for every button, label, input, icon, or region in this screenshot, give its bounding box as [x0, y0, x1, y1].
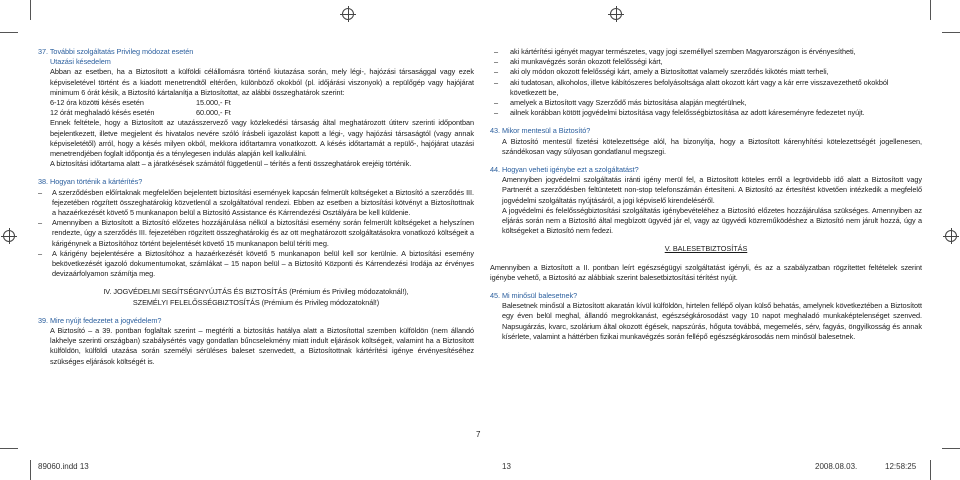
chapter-v-title: V. BALESETBIZTOSÍTÁS — [664, 244, 748, 254]
section-37-title: 37. További szolgáltatás Privileg módozat esetén — [38, 47, 194, 56]
crop-mark — [942, 448, 960, 449]
delay-value: 60.000,- Ft — [196, 108, 231, 118]
page-number: 7 — [476, 430, 481, 439]
section-37-subtitle: Utazási késedelem — [50, 57, 111, 67]
list-item: – A szerződésben előírtaknak megfelelően bejelentett biztosítási események kapcsán felmerült költségeket a Biztosító a szerződés III. fejezetében rögzített összeghatárokig közvetlenül a szolgáltatóval rendezi. Ebben az esetben a biztosítási kötvényt a Biztosítottnak a hazaérkezését követő 5 munkanapon belül a Biztosító Assistance és Kárrendezési Osztályára be kell küldenie. — [38, 188, 474, 219]
crop-mark — [30, 0, 31, 20]
crop-mark — [930, 0, 931, 20]
crop-mark — [942, 32, 960, 33]
list-item: – Amennyiben a Biztosított a Biztosító előzetes hozzájárulása nélkül a biztosítási esemény során felmerült költségeket a helyszínen rendezte, úgy a szerződés III. fejezetében rögzített összeghatárokig és az ott meghatározott szolgáltatásokra vonatkozó költségeit a kárigénynek a Biztosítóhoz történt bejelentését követő 15 munkanapon belül téríti meg. — [38, 218, 474, 249]
chapter-iv-subtitle: SZEMÉLYI FELELŐSSÉGBIZTOSÍTÁS (Prémium és Privileg módozatoknál!) — [132, 297, 380, 307]
registration-mark-top-right — [610, 8, 622, 20]
footer-file: 89060.indd 13 — [38, 462, 89, 471]
list-item: – aki kártérítési igényét magyar természetes, vagy jogi személlyel szemben Magyarországon is érvényesítheti, — [490, 47, 922, 57]
list-item: – ailnek korábban kötött jogvédelmi biztosítása vagy felelősségbiztosítása az adott kárеseményre fedezetet nyújt. — [490, 108, 922, 118]
delay-label: 12 órát meghaladó késés esetén — [50, 108, 155, 118]
registration-mark-left — [3, 230, 15, 242]
section-44-title: 44. Hogyan veheti igénybe ezt a szolgáltatást? — [490, 165, 639, 175]
crop-mark — [930, 460, 931, 480]
section-37-paragraph: Abban az esetben, ha a Biztosított a külföldi célállomásra történő kiutazása során, mely légi-, hajózási társasággal vagy ezek képviseletével történt és a kiadott menetrendtől eltérően, különböző okokból (pl. időjárási viszonyok) a repülőgép vagy hajójárat minimum 6 órát késik, a Biztosító kártalanítja a Biztosítottat, az alábbi összeghatárok szerint: — [50, 67, 474, 97]
crop-mark — [0, 448, 18, 449]
section-43-paragraph: A Biztosító mentesül fizetési kötelezettsége alól, ha bizonyítja, hogy a Biztosított kárenyhítési kötelezettségét jogellenesen, szándékosan vagy súlyosan gondatlanul megszegi. — [502, 136, 922, 156]
delay-row-2 — [38, 108, 474, 118]
list-item: – aki oly módon okozott felelősségi kárt, amely a Biztosítottat valamely szerződés kikötés miatt terheli, — [490, 67, 922, 77]
footer-time: 12:58:25 — [885, 462, 917, 471]
registration-mark-top-left — [342, 8, 354, 20]
crop-mark — [30, 460, 31, 480]
delay-label: 6-12 óra közötti késés esetén — [50, 98, 144, 108]
section-45-title: 45. Mi minősül balesetnek? — [490, 291, 578, 301]
section-45-paragraph: Balesetnek minősül a Biztosított akaratán kívül külföldön, hirtelen fellépő olyan külső behatás, amelynek következtében a Biztosított egy éven belül meghal, állandó megrokkanást, egészségkárosodást vagy 10 napot meghaladó munkaképtelenséget szenved. Napsugárzás, kvarc, szolárium által okozott égések, napszúrás, hőguta továbbá, megemelés, sérv, fagyás, öngyilkosság és annak kísérlete, valamint a háttérben fizikai munkavégzés során fellépő egészségkárosodás nem minősül balesetnek. — [502, 301, 922, 341]
list-item: – aki tudatosan, alkoholos, illetve kábítószeres befolyásoltsága alatt okozott kárt vagy a kár erre visszavezethető okokból következett be, — [490, 78, 922, 98]
chapter-iv-title: IV. JOGVÉDELMI SEGÍTSÉGNYÚJTÁS ÉS BIZTOSÍTÁS (Prémium és Privileg módozatoknál!), — [103, 287, 409, 297]
chapter-v-paragraph: Amennyiben a Biztosított a II. pontban leírt egészségügyi szolgáltatást igényli, és az a szabályzatban rögzítettet feltételek szerint igénybe vehető, a Biztosító az alábbiak szerint balesetbiztosítási térítést nyújt. — [490, 262, 922, 282]
left-column — [38, 47, 474, 367]
delay-value: 15.000,- Ft — [196, 98, 231, 108]
section-44-paragraph: Amennyiben jogvédelmi szolgáltatás iránti igény merül fel, a Biztosított köteles erről a legrövidebb idő alatt a Biztosított vagy Partnerét a szerződésben feltüntetett non-stop telefonszámán értesíteni. A Biztosító az értesítést követően intézkedik a megfelelő jogvédelmi szolgáltatás nyújtásáról, a jogi képviselő kirendeléséről. — [502, 175, 922, 205]
section-43-title: 43. Mikor mentesül a Biztosító? — [490, 126, 591, 136]
section-44-paragraph-2: A jogvédelmi és felelősségbiztosítási szolgáltatás igénybevételéhez a Biztosító előzetes hozzájárulása szükséges. Amennyiben az eljárás során nem a Biztosító által megbízott ügyvéd jár el, vagy az ügyvédi közreműködéshez a Biztosító nem járult hozzá, úgy a költségeket a Biztosító nem fedezi. — [502, 205, 922, 236]
footer-date: 2008.08.03. — [815, 462, 858, 471]
registration-mark-right — [945, 230, 957, 242]
list-item: – amelyek a Biztosított vagy Szerződő más biztosítása alapján megtérülnek, — [490, 98, 922, 108]
right-column — [490, 47, 922, 342]
section-39-paragraph: A Biztosító – a 39. pontban foglaltak szerint – megtéríti a biztosítás hatálya alatt a Biztosítottal szemben külföldön (nem állandó lakhelye szerinti országban) szabálysértés vagy gondatlan bűncselekmény miatt indult eljárások költségeit, valamint ha a Biztosított külföldön, külföldi utazása során személyi sérüléses baleset szenvedett, a Biztosítottnak kártérítési igénye érvényesítéséhez szükséges eljárások költségét is. — [50, 326, 474, 366]
list-item: – aki munkavégzés során okozott felelősségi kárt, — [490, 57, 922, 67]
footer-page: 13 — [502, 462, 511, 471]
section-38-title: 38. Hogyan történik a kártérítés? — [38, 177, 143, 187]
list-item: – A kárigény bejelentésére a Biztosítóhoz a hazaérkezését követő 5 munkanapon belül kell sor kerülnie. A biztosítási esemény bekövetkezését igazoló dokumentumokat, számlákat – 15 napon belül – a Biztosító Központi és Kárrendezési Irodája az érvényes devizaárfolyamon számítja meg. — [38, 249, 474, 280]
section-37-paragraph-3: A biztosítási időtartama alatt – a járatkésések számától függetlenül – térítés a fenti összeghatárok erejéig történik. — [50, 159, 412, 169]
section-39-title: 39. Mire nyújt fedezetet a jogvédelem? — [38, 315, 162, 325]
delay-row-1 — [38, 98, 474, 108]
section-37-paragraph-2: Ennek feltétele, hogy a Biztosított az utazásszervező vagy közlekedési társaság által meghatározott útiterv szerinti időpontban bejelentkezett, illetve megjelent és hivatalos nevére szóló írásbeli igazolást kapott a légi-, vagy hajózási társaságtól (vagy annak képviseletétől) arról, hogy a késés milyen okból, mekkora időtartamra vonatkozott. A késés időtartamát a repülő-, hajójárat utazási menetrendjében foglalt időpontja és a ténylegesen indulás alapján kell kalkulálni. — [50, 118, 474, 159]
crop-mark — [0, 32, 18, 33]
